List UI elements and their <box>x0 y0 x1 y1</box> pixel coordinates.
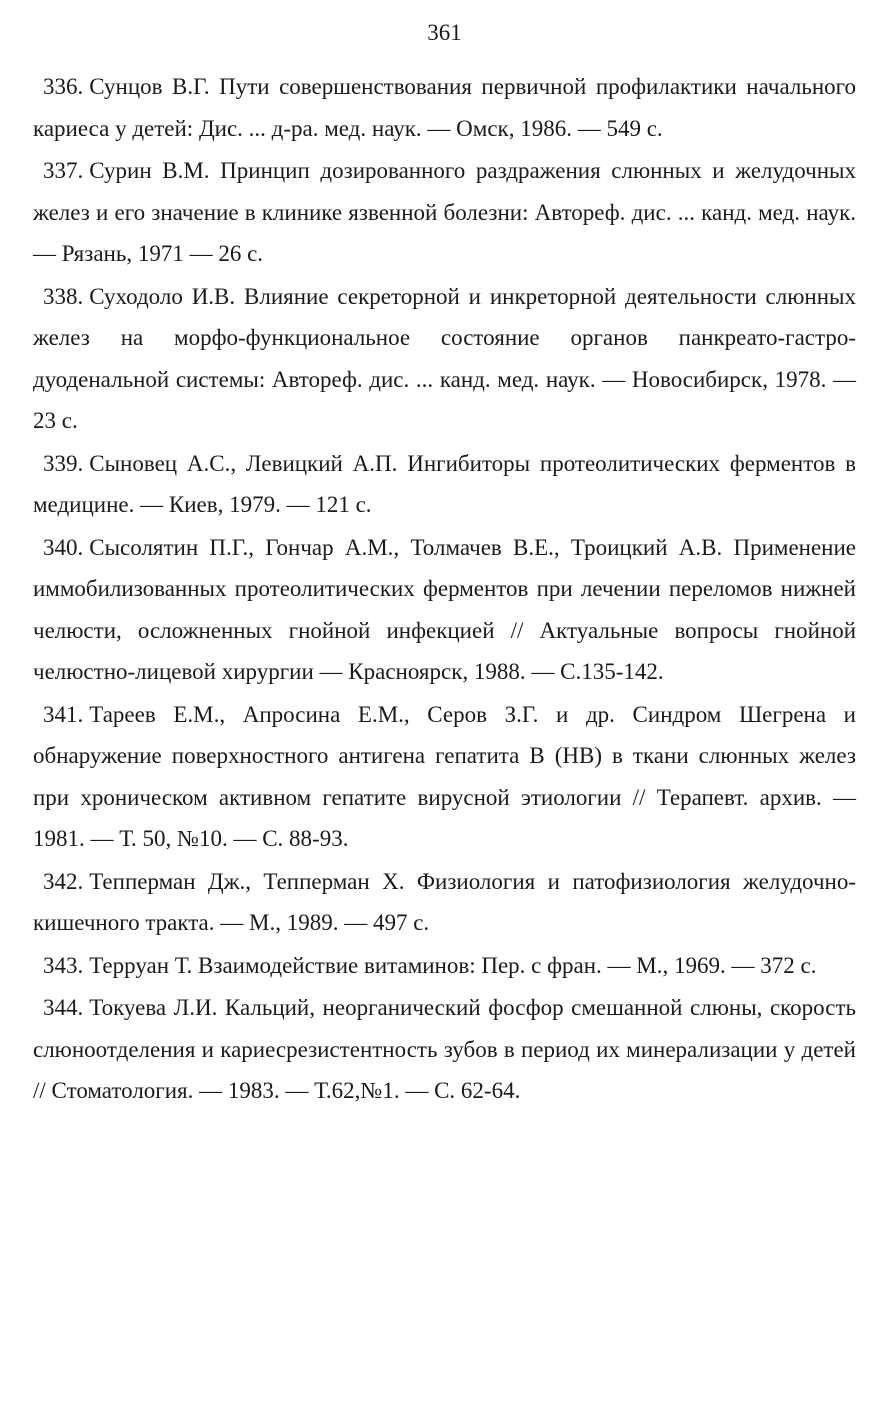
reference-text: Тареев Е.М., Апросина Е.М., Серов З.Г. и др. Синдром Шегрена и обнаружение поверхностного антигена гепатита В (НВ) в ткани слюнных желез при хроническом активном гепатите вирусной этиологии // Терапевт. архив. — 1981. — Т. 50, №10. — С. 88-93. <box>33 701 856 851</box>
reference-text: Сурин В.М. Принцип дозированного раздражения слюнных и желудочных желез и его значение в клинике язвенной болезни: Автореф. дис. ... канд. мед. наук. — Рязань, 1971 — 26 с. <box>33 158 856 266</box>
reference-text: Тепперман Дж., Тепперман X. Физиология и патофизиология желудочно-кишечного тракта. — М., 1989. — 497 с. <box>33 868 856 935</box>
reference-text: Сысолятин П.Г., Гончар А.М., Толмачев В.Е., Троицкий А.В. Применение иммобилизованных протеолитических ферментов при лечении переломов нижней челюсти, осложненных гнойной инфекцией // Актуальные вопросы гнойной челюстно-лицевой хирургии — Красноярск, 1988. — С.135-142. <box>33 534 856 684</box>
reference-text: Токуева Л.И. Кальций, неорганический фосфор смешанной слюны, скорость слюноотделения и кариесрезистентность зубов в период их минерализации у детей // Стоматология. — 1983. — Т.62,№1. — С. 62-64. <box>33 995 856 1103</box>
reference-item <box>33 694 856 860</box>
reference-list <box>33 66 856 1113</box>
reference-item <box>33 443 856 526</box>
reference-item <box>33 527 856 693</box>
reference-item <box>33 861 856 944</box>
reference-text: Сунцов В.Г. Пути совершенствования первичной профилактики начального кариеса у детей: Дис. ... д-ра. мед. наук. — Омск, 1986. — 549 с. <box>33 74 856 141</box>
reference-number: 343. <box>43 952 84 978</box>
reference-number: 342. <box>43 868 84 894</box>
reference-number: 336. <box>43 74 84 99</box>
reference-number: 338. <box>43 283 84 309</box>
reference-text: Суходоло И.В. Влияние секреторной и инкреторной деятельности слюнных желез на морфо-функциональное состояние органов панкреато-гастро-дуоденальной системы: Автореф. дис. ... канд. мед. наук. — Новосибирск, 1978. — 23 с. <box>33 283 856 433</box>
reference-item <box>33 66 856 149</box>
reference-number: 339. <box>43 450 84 476</box>
reference-number: 337. <box>43 158 84 183</box>
reference-item <box>33 945 856 987</box>
reference-item <box>33 150 856 275</box>
page-number: 361 <box>427 20 462 45</box>
reference-number: 344. <box>43 995 84 1020</box>
reference-number: 341. <box>43 701 84 727</box>
reference-text: Терруан Т. Взаимодействие витаминов: Пер. с фран. — М., 1969. — 372 с. <box>89 952 817 978</box>
reference-item <box>33 987 856 1112</box>
reference-item <box>33 276 856 442</box>
reference-text: Сыновец А.С., Левицкий А.П. Ингибиторы протеолитических ферментов в медицине. — Киев, 1979. — 121 с. <box>33 450 856 517</box>
reference-number: 340. <box>43 534 84 560</box>
